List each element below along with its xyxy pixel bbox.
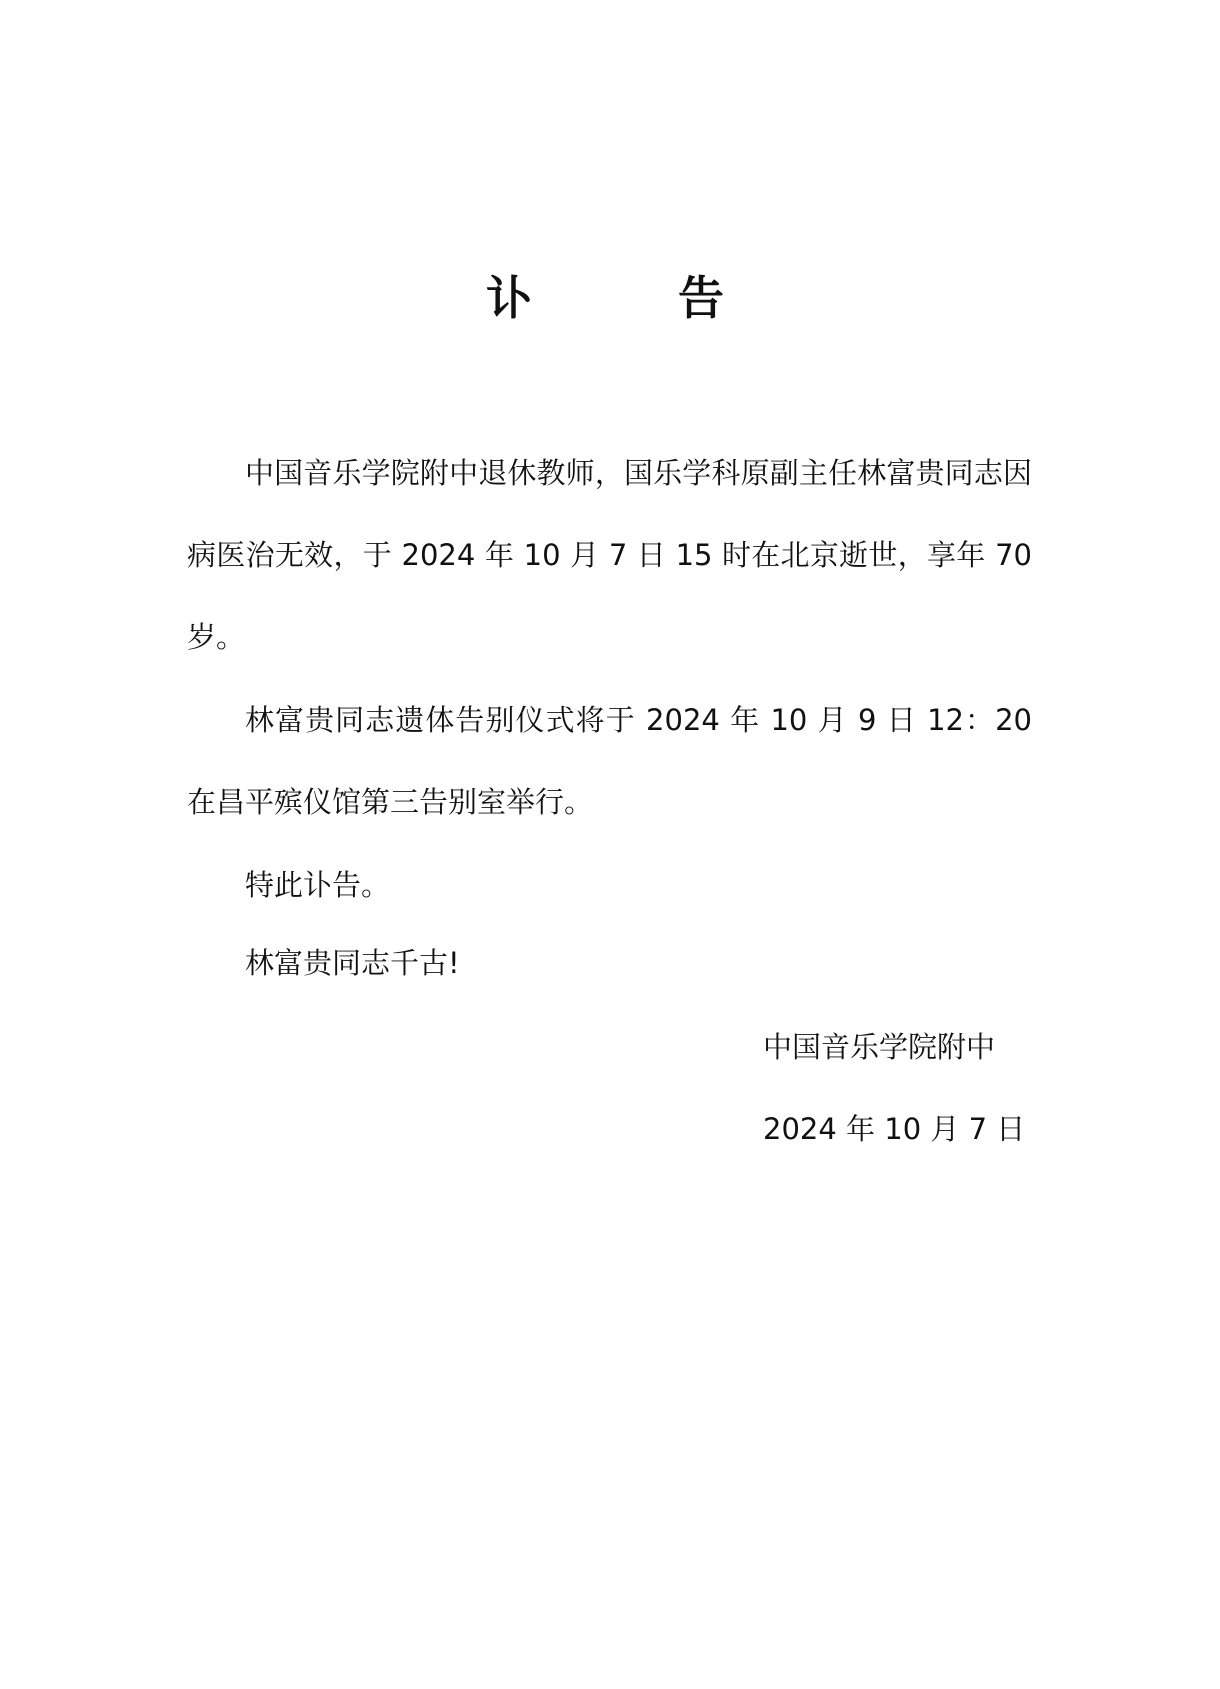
notice-paragraph-1: 中国音乐学院附中退休教师，国乐学科原副主任林富贵同志因病医治无效，于 2024 年 10 月 7 日 15 时在北京逝世，享年 70 岁。 bbox=[187, 456, 1032, 654]
notice-paragraph-2: 林富贵同志遗体告别仪式将于 2024 年 10 月 9 日 12：20 在昌平殡仪馆第三告别室举行。 bbox=[187, 703, 1032, 819]
notice-body-paragraph-1-block bbox=[187, 432, 1032, 678]
signature-date: 2024 年 10 月 7 日 bbox=[763, 1112, 1026, 1146]
notice-body-paragraph-2-block bbox=[187, 679, 1032, 843]
notice-memorial-line: 林富贵同志千古! bbox=[245, 946, 460, 980]
signature-organization: 中国音乐学院附中 bbox=[763, 1030, 996, 1064]
notice-title: 讣 告 bbox=[486, 271, 774, 325]
notice-closing-line: 特此讣告。 bbox=[245, 868, 391, 902]
